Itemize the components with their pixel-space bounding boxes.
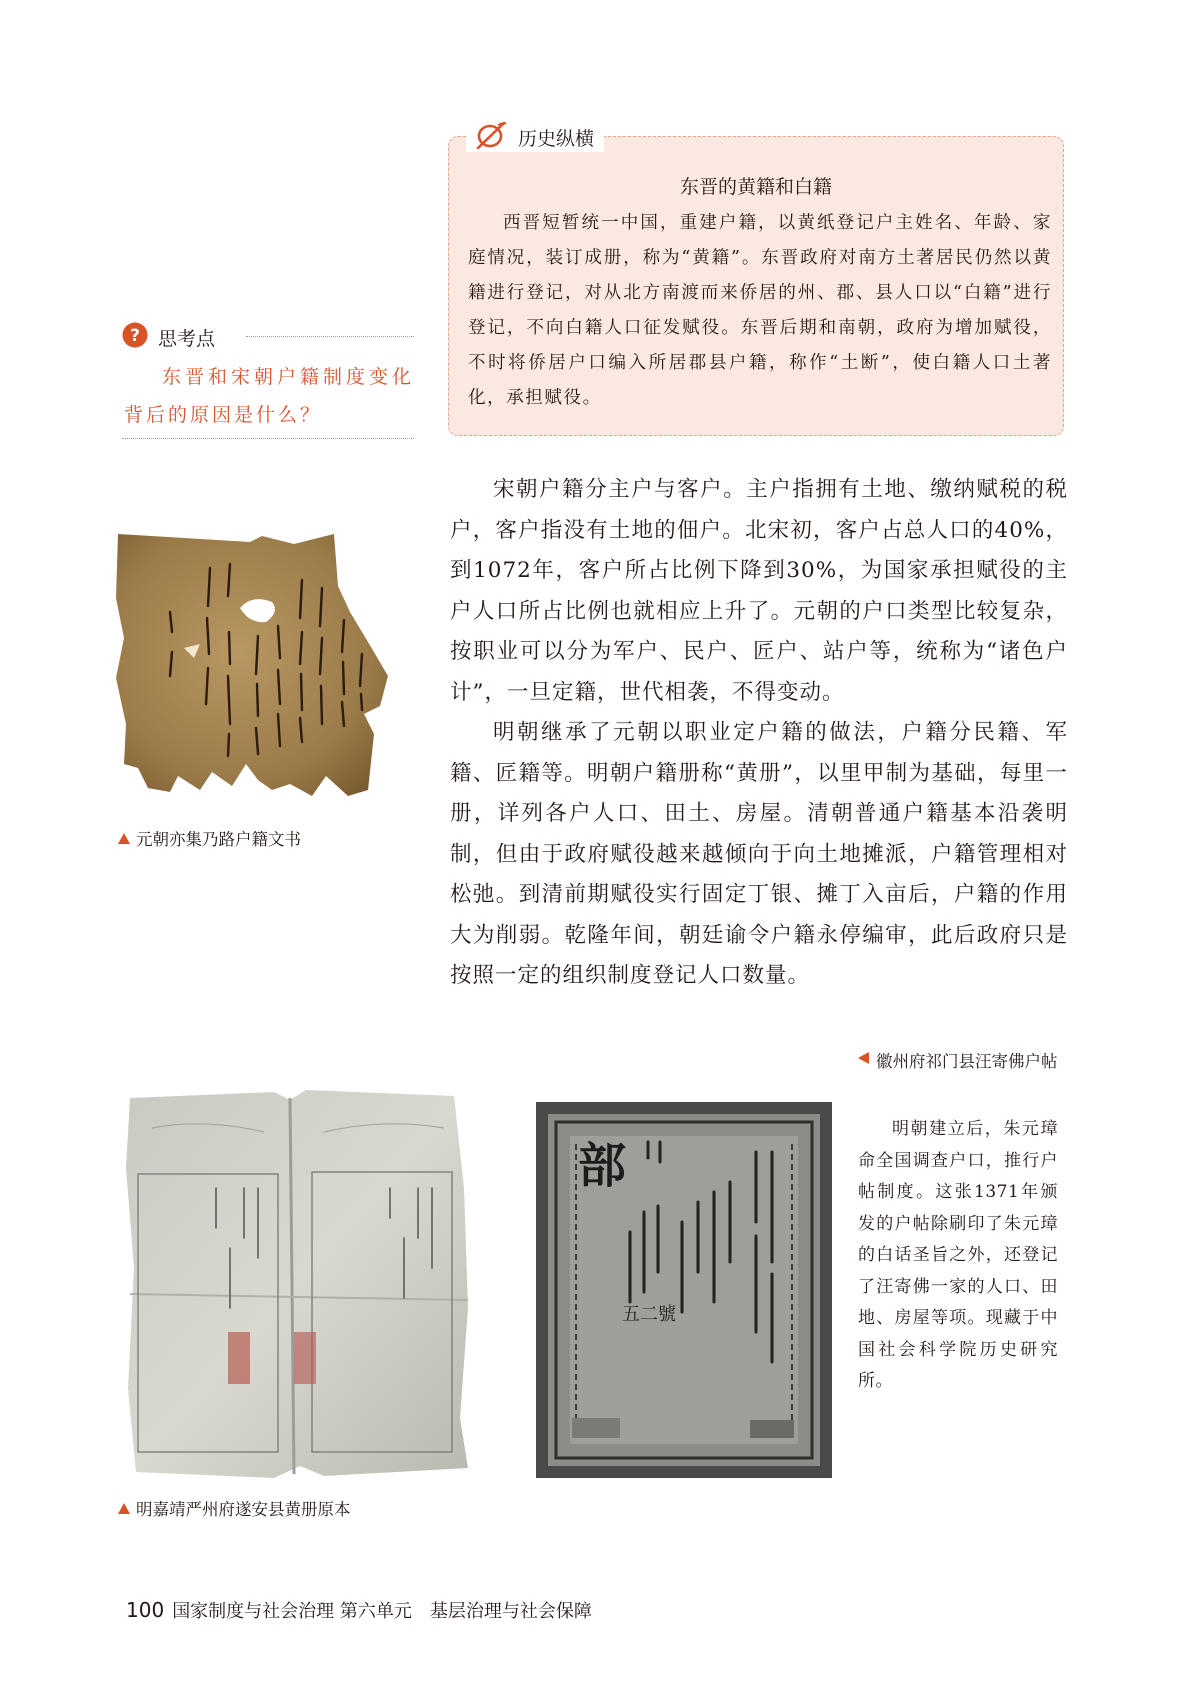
hutie-certificate-image (536, 1102, 832, 1478)
hutie-caption-line (858, 1052, 869, 1064)
think-point-label: 思考点 (158, 327, 216, 350)
triangle-left-marker-icon (858, 1052, 869, 1064)
yuan-household-document-image (112, 528, 412, 810)
think-point-question: 东晋和宋朝户籍制度变化背后的原因是什么？ (124, 366, 414, 426)
triangle-marker-icon (118, 833, 130, 844)
triangle-marker-icon (118, 1503, 130, 1514)
hutie-caption: 徽州府祁门县汪寄佛户帖 (876, 1052, 1058, 1071)
svg-text:?: ? (130, 326, 140, 346)
question-mark-icon (122, 322, 148, 352)
body-paragraph: 明朝继承了元朝以职业定户籍的做法，户籍分民籍、军籍、匠籍等。明朝户籍册称“黄册”，以里甲制为基础，每里一册，详列各户人口、田土、房屋。清朝普通户籍基本沿袭明制，但由于政府赋役越来越倾向于向土地摊派，户籍管理相对松弛。到清前期赋役实行固定丁银、摊丁入亩后，户籍的作用大为削弱。乾隆年间，朝廷谕令户籍永停编审，此后政府只是按照一定的组织制度登记人口数量。 (450, 720, 1068, 988)
page-number: 100 (126, 1598, 165, 1622)
yuan-document-caption (118, 826, 301, 850)
quill-icon (474, 120, 508, 154)
history-feature-title: 东晋的黄籍和白籍 (679, 176, 832, 198)
history-feature-text: 西晋短暂统一中国，重建户籍，以黄纸登记户主姓名、年龄、家庭情况，装订成册，称为“黄籍”。东晋政府对南方土著居民仍然以黄籍进行登记，对从北方南渡而来侨居的州、郡、县人口以“白籍”进行登记，不向白籍人口征发赋役。东晋后期和南朝，政府为增加赋役，不时将侨居户口编入所居郡县户籍，称作“土断”，使白籍人口土著化，承担赋役。 (468, 213, 1052, 408)
body-paragraph: 宋朝户籍分主户与客户。主户指拥有土地、缴纳赋税的税户，客户指没有土地的佃户。北宋初，客户占总人口的40%，到1072年，客户所占比例下降到30%，为国家承担赋役的主户人口所占比例也就相应上升了。元朝的户口类型比较复杂，按职业可以分为军户、民户、匠户、站户等，统称为“诸色户计”，一旦定籍，世代相袭，不得变动。 (450, 477, 1068, 705)
running-footer-text: 国家制度与社会治理 第六单元 基层治理与社会保障 (172, 1601, 592, 1622)
ming-yellow-register-caption (118, 1496, 351, 1520)
page-footer (126, 1597, 592, 1623)
divider (246, 336, 414, 337)
hutie-description: 明朝建立后，朱元璋命全国调查户口，推行户帖制度。这张1371年颁发的户帖除刷印了朱元璋的白话圣旨之外，还登记了汪寄佛一家的人口、田地、房屋等项。现藏于中国社会科学院历史研究所。 (858, 1119, 1058, 1391)
main-body (450, 470, 1068, 997)
think-point-header (122, 322, 215, 352)
ming-yellow-register-caption-text: 明嘉靖严州府遂安县黄册原本 (136, 1500, 351, 1519)
hutie-big-character: 部 (578, 1138, 627, 1194)
yuan-document-caption-text: 元朝亦集乃路户籍文书 (136, 830, 301, 849)
hutie-stamp-number: 五二號 (622, 1304, 676, 1325)
divider (122, 438, 414, 439)
history-feature-header (466, 122, 604, 152)
ming-yellow-register-image (124, 1088, 474, 1480)
history-feature-label: 历史纵横 (518, 127, 595, 150)
